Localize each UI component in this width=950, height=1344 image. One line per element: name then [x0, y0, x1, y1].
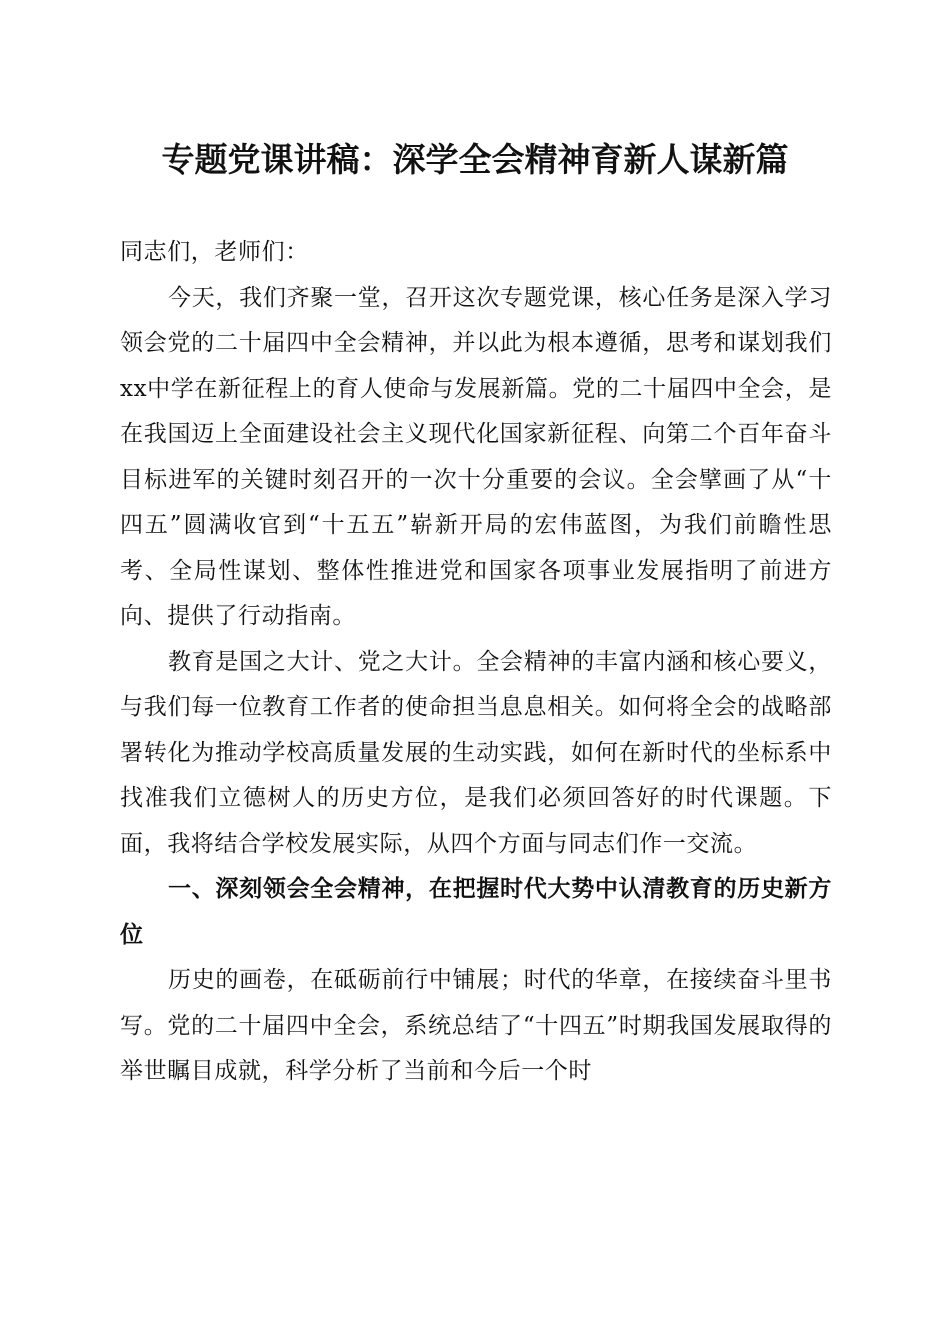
section-heading: 一、深刻领会全会精神，在把握时代大势中认清教育的历史新方位	[120, 876, 832, 948]
salutation: 同志们，老师们：	[120, 239, 309, 265]
paragraph-intro: 今天，我们齐聚一堂，召开这次专题党课，核心任务是深入学习领会党的二十届四中全会精神，并以此为根本遵循，思考和谋划我们xx中学在新征程上的育人使命与发展新篇。党的二十届四中全会，是在我国迈上全面建设社会主义现代化国家新征程、向第二个百年奋斗目标进军的关键时刻召开的一次十分重要的会议。全会擘画了从“十四五”圆满收官到“十五五”崭新开局的宏伟蓝图，为我们前瞻性思考、全局性谋划、整体性推进党和国家各项事业发展指明了前进方向、提供了行动指南。	[120, 284, 832, 629]
document-body	[120, 230, 832, 1095]
paragraph-education: 教育是国之大计、党之大计。全会精神的丰富内涵和核心要义，与我们每一位教育工作者的使命担当息息相关。如何将全会的战略部署转化为推动学校高质量发展的生动实践，如何在新时代的坐标系中找准我们立德树人的历史方位，是我们必须回答好的时代课题。下面，我将结合学校发展实际，从四个方面与同志们作一交流。	[120, 648, 832, 857]
document-title: 专题党课讲稿：深学全会精神育新人谋新篇	[161, 140, 789, 179]
paragraph-section-one: 历史的画卷，在砥砺前行中铺展；时代的华章，在接续奋斗里书写。党的二十届四中全会，系统总结了“十四五”时期我国发展取得的举世瞩目成就，科学分析了当前和今后一个时	[120, 967, 832, 1084]
